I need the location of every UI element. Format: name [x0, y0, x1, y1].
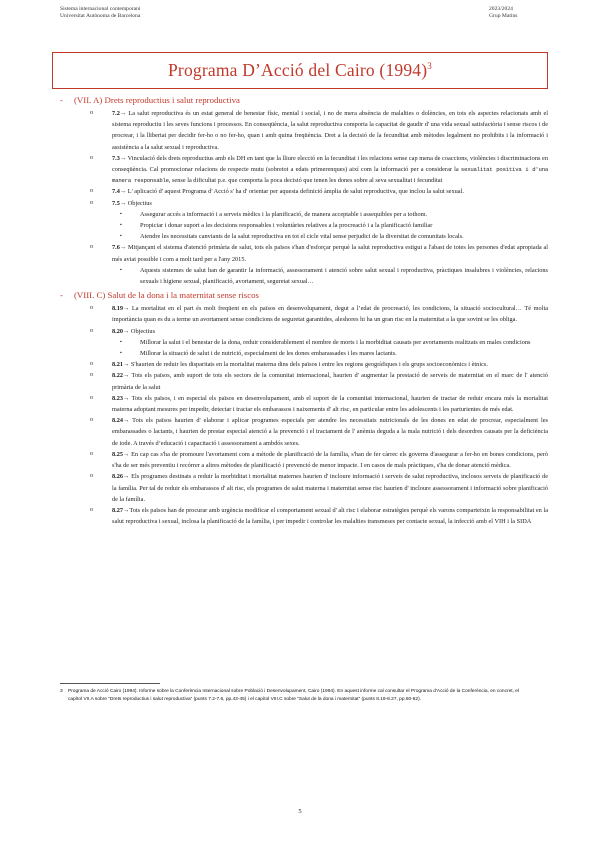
square-bullet: ▪: [120, 234, 122, 240]
list-item-7-4: o 7.4→ L' aplicació d' aquest Programa d' Acció s' ha d' orientar per aquesta definició àmplia de salut reproductiva, que inclou la salut sexual.: [60, 186, 548, 197]
list-item-8-22: o 8.22→ Tots els països, amb suport de tots els sectors de la comunitat internacional, haurien d' augmentar la prestació de serveis de maternitat en el marc de l' atenció primària de la salut: [90, 372, 548, 391]
group-name: Grup Matins: [489, 13, 518, 19]
sub-item: ▪ Millorar la salut i el benestar de la dona, reduir considerablement el nombre de morts i la morbiditat causats per avortaments realitzats en males condicions: [60, 337, 548, 348]
list-item-8-26: o 8.26→ Els programes destinats a reduir la morbiditat i mortalitat maternes haurien d' incloure informació i serveis de salut reproductiva, inclosos serveis de planificació de la família. Per tal de reduir els embarassos d' alt risc, els programes de salut materna i maternitat sense risc haurien d' incloure assessorament i informació sobre planificació de la família.: [90, 473, 548, 503]
section-heading-vii-a: - (VII. A) Drets reproductius i salut reproductiva: [60, 95, 240, 105]
circle-bullet: o: [90, 305, 93, 312]
list-item-8-25: o 8.25→ En cap cas s'ha de promoure l'avortament com a mètode de planificació de la família, s'han de fer càrrec els governs d'assegurar a fer-ho en bones condicions, però s'ha de ser més preventiu i recórrer a altres mètodes de planificació i prevenció de menor impacte. I en casos de mals pràctiques, s'ha de donar atenció mèdica.: [90, 450, 548, 470]
list-item-8-27: o 8.27→Tots els països han de procurar amb urgència modificar el comportament sexual d' alt risc i elaborar estratègies perquè els varons comparteixin la responsabilitat en la salut reproductiva i sexual, inclosa la planificació de la família, i per impedir i controlar les malalties transmeses per contacte sexual, la infecció amb el VIH i la SIDA: [90, 506, 548, 526]
running-header-right: [489, 6, 517, 20]
title-box: [52, 52, 548, 89]
circle-bullet: o: [90, 417, 93, 424]
list-item-7-5: o 7.5→ Objectius: [60, 198, 548, 209]
circle-bullet: o: [90, 154, 93, 161]
square-bullet: ▪: [120, 223, 122, 229]
sub-item: ▪ Millorar la situació de salut i de nutrició, especialment de les dones embarassades i les mares lactants.: [60, 348, 548, 359]
list-item-8-23: o 8.23→ Tots els països, i en especial els països en desenvolupament, amb el suport de la comunitat internacional, haurien de tractar de reduir encara més la mortalitat materna adoptant mesures per impedir, detectar i tractar els embarassos i naixements d' alt risc, en particular entre les adolescents i les parturientes de més edat.: [90, 394, 548, 414]
circle-bullet: o: [90, 372, 93, 379]
footnote-ref[interactable]: 3: [427, 61, 432, 72]
circle-bullet: o: [90, 188, 93, 195]
page-title: Programa D’Acció del Cairo $(1994)^3$: [167, 60, 432, 80]
university-name: Universitat Autònoma de Barcelona: [60, 13, 141, 19]
footnote-text: Programa de Acció Cairo (1994). Informe sobre la Conferència Internacional sobre Població i Desenvolupament, Cairo (1994). En aquest informe cal consultar el Programa d'Acció de la Conferència, en concret, el capítol VII.A sobre “Drets reproductius i salut reproductiva” (punts 7.2-7.6, pp.43-45) i el capítol VIII.C sobre “Salut de la dona i maternitat” (punts 8.19-8.27, pp.60-62).: [68, 689, 519, 702]
list-item-7-6: o 7.6→ Mitjançant el sistema d'atenció primària de salut, tots els països s'han d'esforçar perquè la salut reproductiva estigui a l'abast de totes les persones d'edat apropiada al més aviat possible i com a molt tard per a l'any 2015.: [90, 244, 548, 263]
circle-bullet: o: [90, 361, 93, 368]
footnote-number: 3: [60, 689, 63, 694]
circle-bullet: o: [90, 199, 93, 206]
running-header-left: [60, 6, 140, 20]
circle-bullet: o: [90, 110, 93, 116]
square-bullet: ▪: [120, 211, 122, 217]
footnote-separator: [60, 683, 160, 684]
circle-bullet: o: [90, 450, 93, 457]
sub-item: ▪ Aquests sistemes de salut han de garantir la informació, assessorament i atenció sobre salut sexual i reproductiva, pràctiques insalubres i violències, relacions sexuals i higiene sexual, planificació, avortament, seguretat sexual…: [120, 266, 548, 286]
dash-bullet: -: [60, 290, 63, 301]
square-bullet: ▪: [120, 267, 122, 273]
footnote: [60, 688, 532, 704]
list-item-7-2: o 7.2→ La salut reproductiva és un estat general de benestar físic, mental i social, i no de mera absència de malalties o dolències, en tots els aspectes relacionats amb el sistema reproductiu i les seves funcions i processos. En conseqüència, la salut reproductiva comporta la capacitat de gaudir d' una vida sexual satisfactòria i sense riscos i de procrear, i la llibertat per decidir fer-ho o no fer-ho, quan i amb quina freqüència. Dret a la decisió de la fecunditat amb mètodes legalment no prohibits i la informació i assistència a la salut sexual i reproductiva.: [90, 110, 548, 151]
academic-year: 2023/2024: [489, 6, 513, 12]
page-number: 5: [298, 808, 302, 815]
circle-bullet: o: [90, 506, 93, 513]
circle-bullet: o: [90, 394, 93, 401]
sub-item: ▪ Atendre les necessitats canviants de la salut reproductiva en tot el cicle vital sense perjudici de la diversitat de comunitats locals.: [60, 231, 548, 242]
course-name: Sistema internacional contemporani: [60, 6, 141, 12]
list-item-8-20: o 8.20→ Objectius: [60, 326, 548, 337]
circle-bullet: o: [90, 327, 93, 334]
list-item-8-21: o 8.21→ S'haurien de reduir les disparitats en la mortalitat materna dins dels països i entre les regions geogràfiques i els grups socioeconòmics i ètnics.: [60, 359, 548, 370]
square-bullet: ▪: [120, 339, 122, 345]
circle-bullet: o: [90, 244, 93, 251]
dash-bullet: -: [60, 95, 63, 105]
main-content: [60, 92, 548, 527]
list-item-8-19: o 8.19→ La mortalitat en el part és molt freqüent en els països en desenvolupament, degut a l’edat de procreació, les condicions, la situació sociocultural… Té molta importància quan es du a terme un avortament sense condicions de seguretat garantides, aleshores hi ha un gran risc en la maternitat a la que sovint se les obliga.: [90, 305, 548, 324]
circle-bullet: o: [90, 473, 93, 480]
sub-item: ▪ Assegurar accés a informació i a serveis mèdics i la planificació, de manera acceptable i assequibles per a tothom.: [60, 209, 548, 220]
list-item-7-3: o 7.3→ Vinculació dels drets reproductius amb els DH en tant que la lliure elecció en la fecunditat i les relacions sense cap mena de coaccions, violències i discriminacions en conseqüència. Cal promocionar relacions de respecte mutu (sobretot a edats primerenques) així com la informació per a considerar la sexualitat positiva i d'una manera responsable, sense la dificultat p.e. que comporta la poca decisió que tenen les dones sobre al seva sexualitat i fecunditat: [90, 154, 549, 185]
section-heading-viii-c: - (VIII. C) Salut de la dona i la maternitat sense riscos: [60, 290, 259, 301]
square-bullet: ▪: [120, 351, 122, 357]
sub-item: ▪ Propiciar i donar suport a les decisions responsables i voluntàries relatives a la procreació i a la planificació familiar: [60, 220, 548, 231]
list-item-8-24: o 8.24→ Tots els països haurien d' elaborar i aplicar programes especials per atendre les necessitats nutricionals de les dones en edat de procrear, especialment les embarassades o lactants, i haurien de prestar especial atenció a la prevenció i el tractament de l' anèmia deguda a la mala nutrició i dels desordres causats per la deficiència de iode. A través d’educació i capacitació i assessorament a ambdós sexes.: [90, 417, 548, 447]
